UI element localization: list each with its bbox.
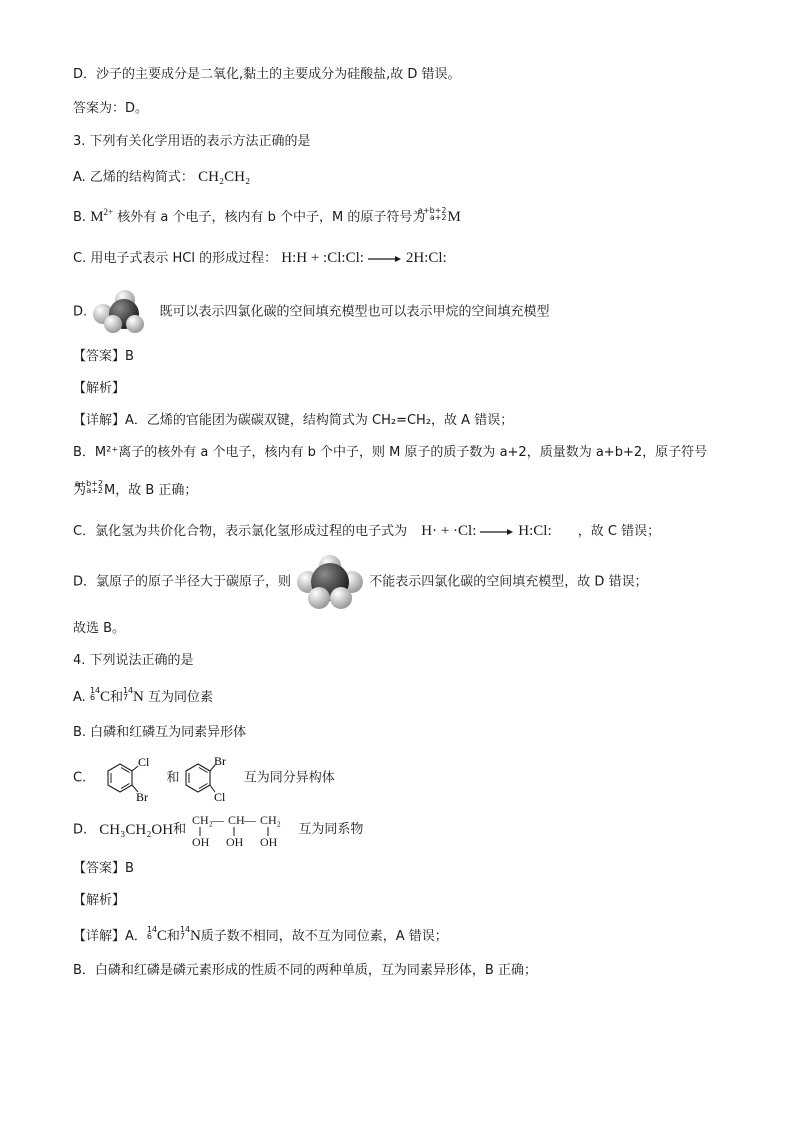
- analysis-label: 【解析】: [73, 381, 126, 396]
- explanation-line: D．氯原子的原子半径大于碳原子，则 不能表示四氯化碳的空间填充模型，故 D 错误；: [73, 554, 648, 611]
- analysis-label: 【解析】: [73, 893, 126, 908]
- svg-text:—: —: [244, 813, 257, 827]
- svg-text:OH: OH: [226, 835, 244, 849]
- option-b: B. $M^{2+}$ 核外有 a 个电子，核内有 b 个中子，M 的原子符号为 a+b+2 a+2 M: [73, 206, 461, 225]
- isotope-notation: 14 7: [122, 686, 134, 702]
- svg-text:CH₂: CH₂: [260, 813, 282, 827]
- option-c: C. Cl Br 和 Br Cl 互为同分异构体: [73, 754, 335, 804]
- svg-text:CH: CH: [228, 813, 245, 827]
- reaction-arrow-icon: [480, 527, 514, 537]
- svg-text:—: —: [212, 813, 225, 827]
- explanation-line: 故选 B。: [73, 621, 126, 636]
- isotope-notation: 14 7: [179, 925, 191, 941]
- ion-symbol: $M^{2+}$: [90, 207, 114, 225]
- svg-text:OH: OH: [192, 835, 210, 849]
- substituent-label: Br: [136, 790, 149, 804]
- option-d: D. CH₃CH₂OH和 CH₂ — CH — CH₂ OH OH OH 互为同系物: [73, 808, 363, 853]
- substituent-label: Br: [213, 754, 226, 768]
- isotope-notation: 14 6: [146, 925, 158, 941]
- answer-label: 【答案】B: [73, 861, 134, 876]
- option-a: A. 14 6 C和 14 7 N 互为同位素: [73, 686, 213, 705]
- explanation-line: B．白磷和红磷是磷元素形成的性质不同的两种单质，互为同素异形体，B 正确；: [73, 963, 537, 978]
- reaction-arrow-icon: [368, 254, 402, 264]
- svg-text:OH: OH: [260, 835, 278, 849]
- space-filling-model-icon: [295, 554, 365, 610]
- explanation-line: 【详解】A．乙烯的官能团为碳碳双键，结构简式为 CH₂=CH₂，故 A 错误；: [73, 413, 514, 428]
- option-label: C. 用电子式表示 HCl 的形成过程：: [73, 251, 278, 266]
- substituent-label: Cl: [213, 790, 225, 804]
- benzene-ring-icon: [184, 752, 240, 804]
- electron-formula-product: H:Cl:: [518, 523, 552, 539]
- question-title: 3. 下列有关化学用语的表示方法正确的是: [73, 134, 311, 149]
- option-label: B.: [73, 210, 87, 225]
- option-text: 核外有 a 个电子，核内有 b 个中子，M 的原子符号为: [117, 210, 426, 225]
- option-c: [73, 249, 447, 268]
- space-filling-model-icon: [91, 290, 155, 334]
- benzene-ring-icon: [100, 752, 162, 804]
- option-text: 既可以表示四氯化碳的空间填充模型也可以表示甲烷的空间填充模型: [159, 304, 550, 320]
- option-b: B. 白磷和红磷互为同素异形体: [73, 725, 247, 740]
- electron-formula: H· + ·Cl:: [421, 523, 477, 539]
- question-title: 4. 下列说法正确的是: [73, 653, 194, 668]
- formula: CH₃CH₂OH: [99, 822, 174, 838]
- substituent-label: Cl: [138, 755, 150, 769]
- glycerol-structure-icon: [190, 808, 294, 852]
- option-a: [73, 168, 250, 187]
- isotope-notation: a+b+2 a+2: [74, 479, 104, 495]
- option-label: D.: [73, 304, 88, 320]
- isotope-notation: a+b+2 a+2: [418, 206, 447, 222]
- electron-formula-product: 2H:Cl:: [405, 250, 447, 266]
- text-line: 答案为：D。: [73, 101, 149, 116]
- explanation-line: 【详解】A． 14 6 C和 14 7 N质子数不相同，故不互为同位素，A 错误；: [73, 925, 448, 944]
- svg-text:CH₂: CH₂: [192, 813, 214, 827]
- explanation-line: 为 a+b+2 a+2 M，故 B 正确；: [73, 479, 198, 498]
- option-d: [73, 290, 549, 335]
- formula: CH₂CH₂: [198, 169, 251, 185]
- option-label: A. 乙烯的结构简式：: [73, 170, 194, 185]
- explanation-line: C．氯化氢为共价化合物，表示氯化氢形成过程的电子式为 H· + ·Cl: H:Cl: ，故 C 错误；: [73, 523, 661, 539]
- text-line: D．沙子的主要成分是二氧化,黏土的主要成分为硅酸盐,故 D 错误。: [73, 67, 461, 82]
- isotope-notation: 14 6: [89, 686, 101, 702]
- electron-formula: H:H + :Cl:Cl:: [281, 250, 364, 266]
- answer-label: 【答案】B: [73, 349, 134, 364]
- explanation-line: B．M²⁺离子的核外有 a 个电子，核内有 b 个中子，则 M 原子的质子数为 a+2，质量数为 a+b+2，原子符号: [73, 445, 708, 460]
